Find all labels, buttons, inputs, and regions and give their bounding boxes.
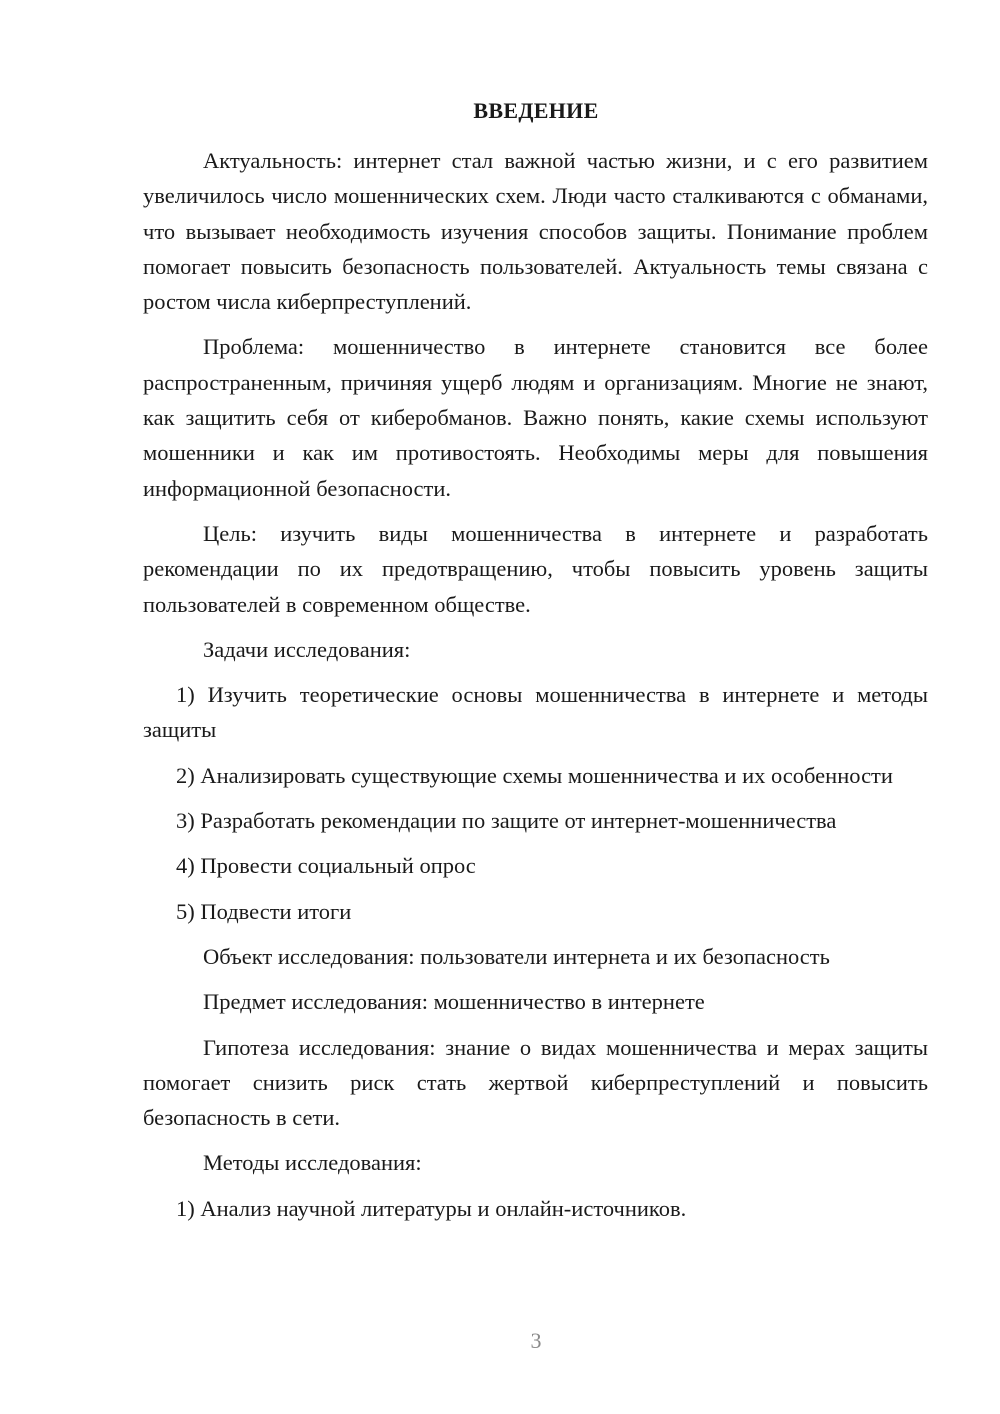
- task-item-1: 1) Изучить теоретические основы мошенничества в интернете и методы защиты: [143, 682, 928, 743]
- document-body: [143, 143, 928, 1226]
- page-number: 3: [530, 1328, 542, 1353]
- research-hypothesis: Гипотеза исследования: знание о видах мошенничества и мерах защиты помогает снизить риск стать жертвой киберпреступлений и повысить безопасность в сети.: [143, 1034, 928, 1131]
- task-item-3: 3) Разработать рекомендации по защите от интернет-мошенничества: [176, 808, 837, 834]
- methods-heading: Методы исследования:: [203, 1150, 422, 1176]
- research-subject: Предмет исследования: мошенничество в интернете: [203, 989, 705, 1015]
- task-item-4: 4) Провести социальный опрос: [176, 853, 476, 879]
- task-item-2: 2) Анализировать существующие схемы мошенничества и их особенности: [176, 762, 893, 788]
- section-title: ВВЕДЕНИЕ: [473, 98, 599, 123]
- tasks-heading: Задачи исследования:: [203, 636, 411, 662]
- research-object: Объект исследования: пользователи интернета и их безопасность: [203, 943, 830, 969]
- relevance-paragraph: Актуальность: интернет стал важной частью жизни, и с его развитием увеличилось число мошеннических схем. Люди часто сталкиваются с обманами, что вызывает необходимость изучения способов защиты. Понимание проблем помогает повысить безопасность пользователей. Актуальность темы связана с ростом числа киберпреступлений.: [143, 148, 928, 315]
- method-item-1: 1) Анализ научной литературы и онлайн-источников.: [176, 1195, 687, 1221]
- goal-paragraph: Цель: изучить виды мошенничества в интернете и разработать рекомендации по их предотвращению, чтобы повысить уровень защиты пользователей в современном обществе.: [143, 520, 928, 617]
- problem-paragraph: Проблема: мошенничество в интернете становится все более распространенным, причиняя ущерб людям и организациям. Многие не знают, как защитить себя от киберобманов. Важно понять, какие схемы используют мошенники и как им противостоять. Необходимы меры для повышения информационной безопасности.: [143, 334, 928, 501]
- task-item-5: 5) Подвести итоги: [176, 898, 352, 924]
